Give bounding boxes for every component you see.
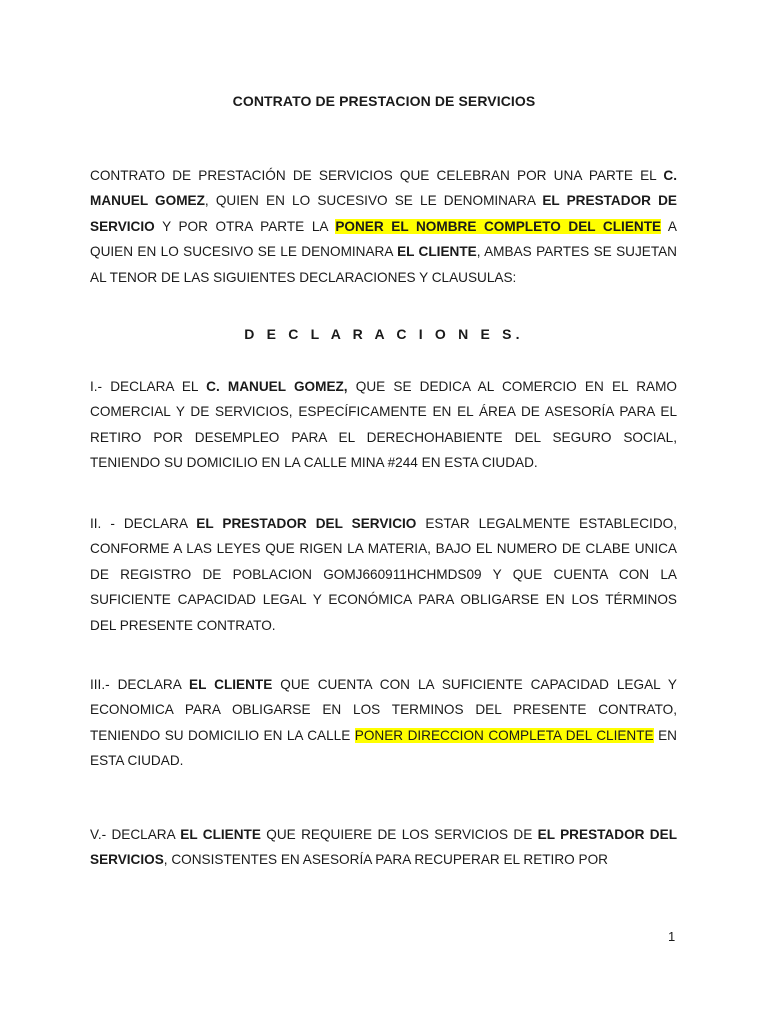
decl-5-text-3: , CONSISTENTES EN ASESORÍA PARA RECUPERAR EL RETIRO POR: [163, 852, 608, 868]
decl-5-text-1: V.- DECLARA: [90, 827, 181, 842]
page-number: 1: [668, 929, 676, 944]
intro-text-3: Y POR OTRA PARTE LA: [154, 218, 336, 234]
decl-2-provider-term: EL PRESTADOR DEL SERVICIO: [196, 516, 417, 531]
intro-paragraph: [90, 163, 677, 290]
decl-2-text-2: ESTAR LEGALMENTE ESTABLECIDO, CONFORME A LAS LEYES QUE RIGEN LA MATERIA, BAJO EL NUMERO DE CLABE UNICA DE REGISTRO DE POBLACION GOMJ660911HCHMDS09 Y QUE CUENTA CON LA SUFICIENTE CAPACIDAD LEGAL Y ECONÓMICA PARA OBLIGARSE EN LOS TÉRMINOS DEL PRESENTE CONTRATO.: [90, 516, 678, 633]
declaration-1: [90, 374, 677, 476]
intro-client-name-placeholder: PONER EL NOMBRE COMPLETO DEL CLIENTE: [335, 218, 662, 234]
intro-text-4: A QUIEN EN LO SUCESIVO SE LE DENOMINARA: [90, 218, 677, 260]
intro-text-5: , AMBAS PARTES SE SUJETAN AL TENOR DE LAS SIGUIENTES DECLARACIONES Y CLAUSULAS:: [90, 244, 678, 285]
decl-3-text-2: QUE CUENTA CON LA SUFICIENTE CAPACIDAD LEGAL Y ECONOMICA PARA OBLIGARSE EN LOS TERMINOS DEL PRESENTE CONTRATO, TENIENDO SU DOMICILIO EN LA CALLE: [90, 677, 677, 743]
decl-3-client-term: EL CLIENTE: [189, 677, 273, 692]
decl-3-text-1: III.- DECLARA: [90, 677, 190, 692]
decl-5-provider-term: EL PRESTADOR DEL SERVICIOS: [90, 827, 677, 868]
decl-2-text-1: II. - DECLARA: [90, 516, 197, 531]
declaration-2: [90, 511, 677, 638]
intro-text-1: CONTRATO DE PRESTACIÓN DE SERVICIOS QUE CELEBRAN POR UNA PARTE EL: [90, 168, 664, 183]
decl-3-text-3: EN ESTA CIUDAD.: [90, 727, 677, 769]
declaration-5: [90, 822, 677, 873]
intro-party-name: C. MANUEL GOMEZ: [90, 168, 677, 209]
intro-provider-term: EL PRESTADOR DE SERVICIO: [90, 193, 677, 234]
declaration-3: [90, 672, 677, 774]
decl-1-text-1: I.- DECLARA EL: [90, 379, 207, 394]
decl-5-text-2: QUE REQUIERE DE LOS SERVICIOS DE: [260, 827, 538, 842]
decl-3-address-placeholder: PONER DIRECCION COMPLETA DEL CLIENTE: [354, 727, 654, 743]
document-title: CONTRATO DE PRESTACION DE SERVICIOS: [232, 93, 536, 109]
decl-1-party-name: C. MANUEL GOMEZ,: [206, 379, 348, 394]
intro-text-2: , QUIEN EN LO SUCESIVO SE LE DENOMINARA: [204, 193, 543, 209]
declaraciones-heading: D E C L A R A C I O N E S.: [244, 326, 524, 342]
decl-1-text-2: QUE SE DEDICA AL COMERCIO EN EL RAMO COMERCIAL Y DE SERVICIOS, ESPECÍFICAMENTE EN EL ÁREA DE ASESORÍA PARA EL RETIRO POR DESEMPLEO PARA EL DERECHOHABIENTE DEL SEGURO SOCIAL, TENIENDO SU DOMICILIO EN LA CALLE MINA #244 EN ESTA CIUDAD.: [90, 379, 678, 471]
decl-5-client-term: EL CLIENTE: [180, 827, 261, 842]
intro-client-term: EL CLIENTE: [397, 244, 477, 260]
